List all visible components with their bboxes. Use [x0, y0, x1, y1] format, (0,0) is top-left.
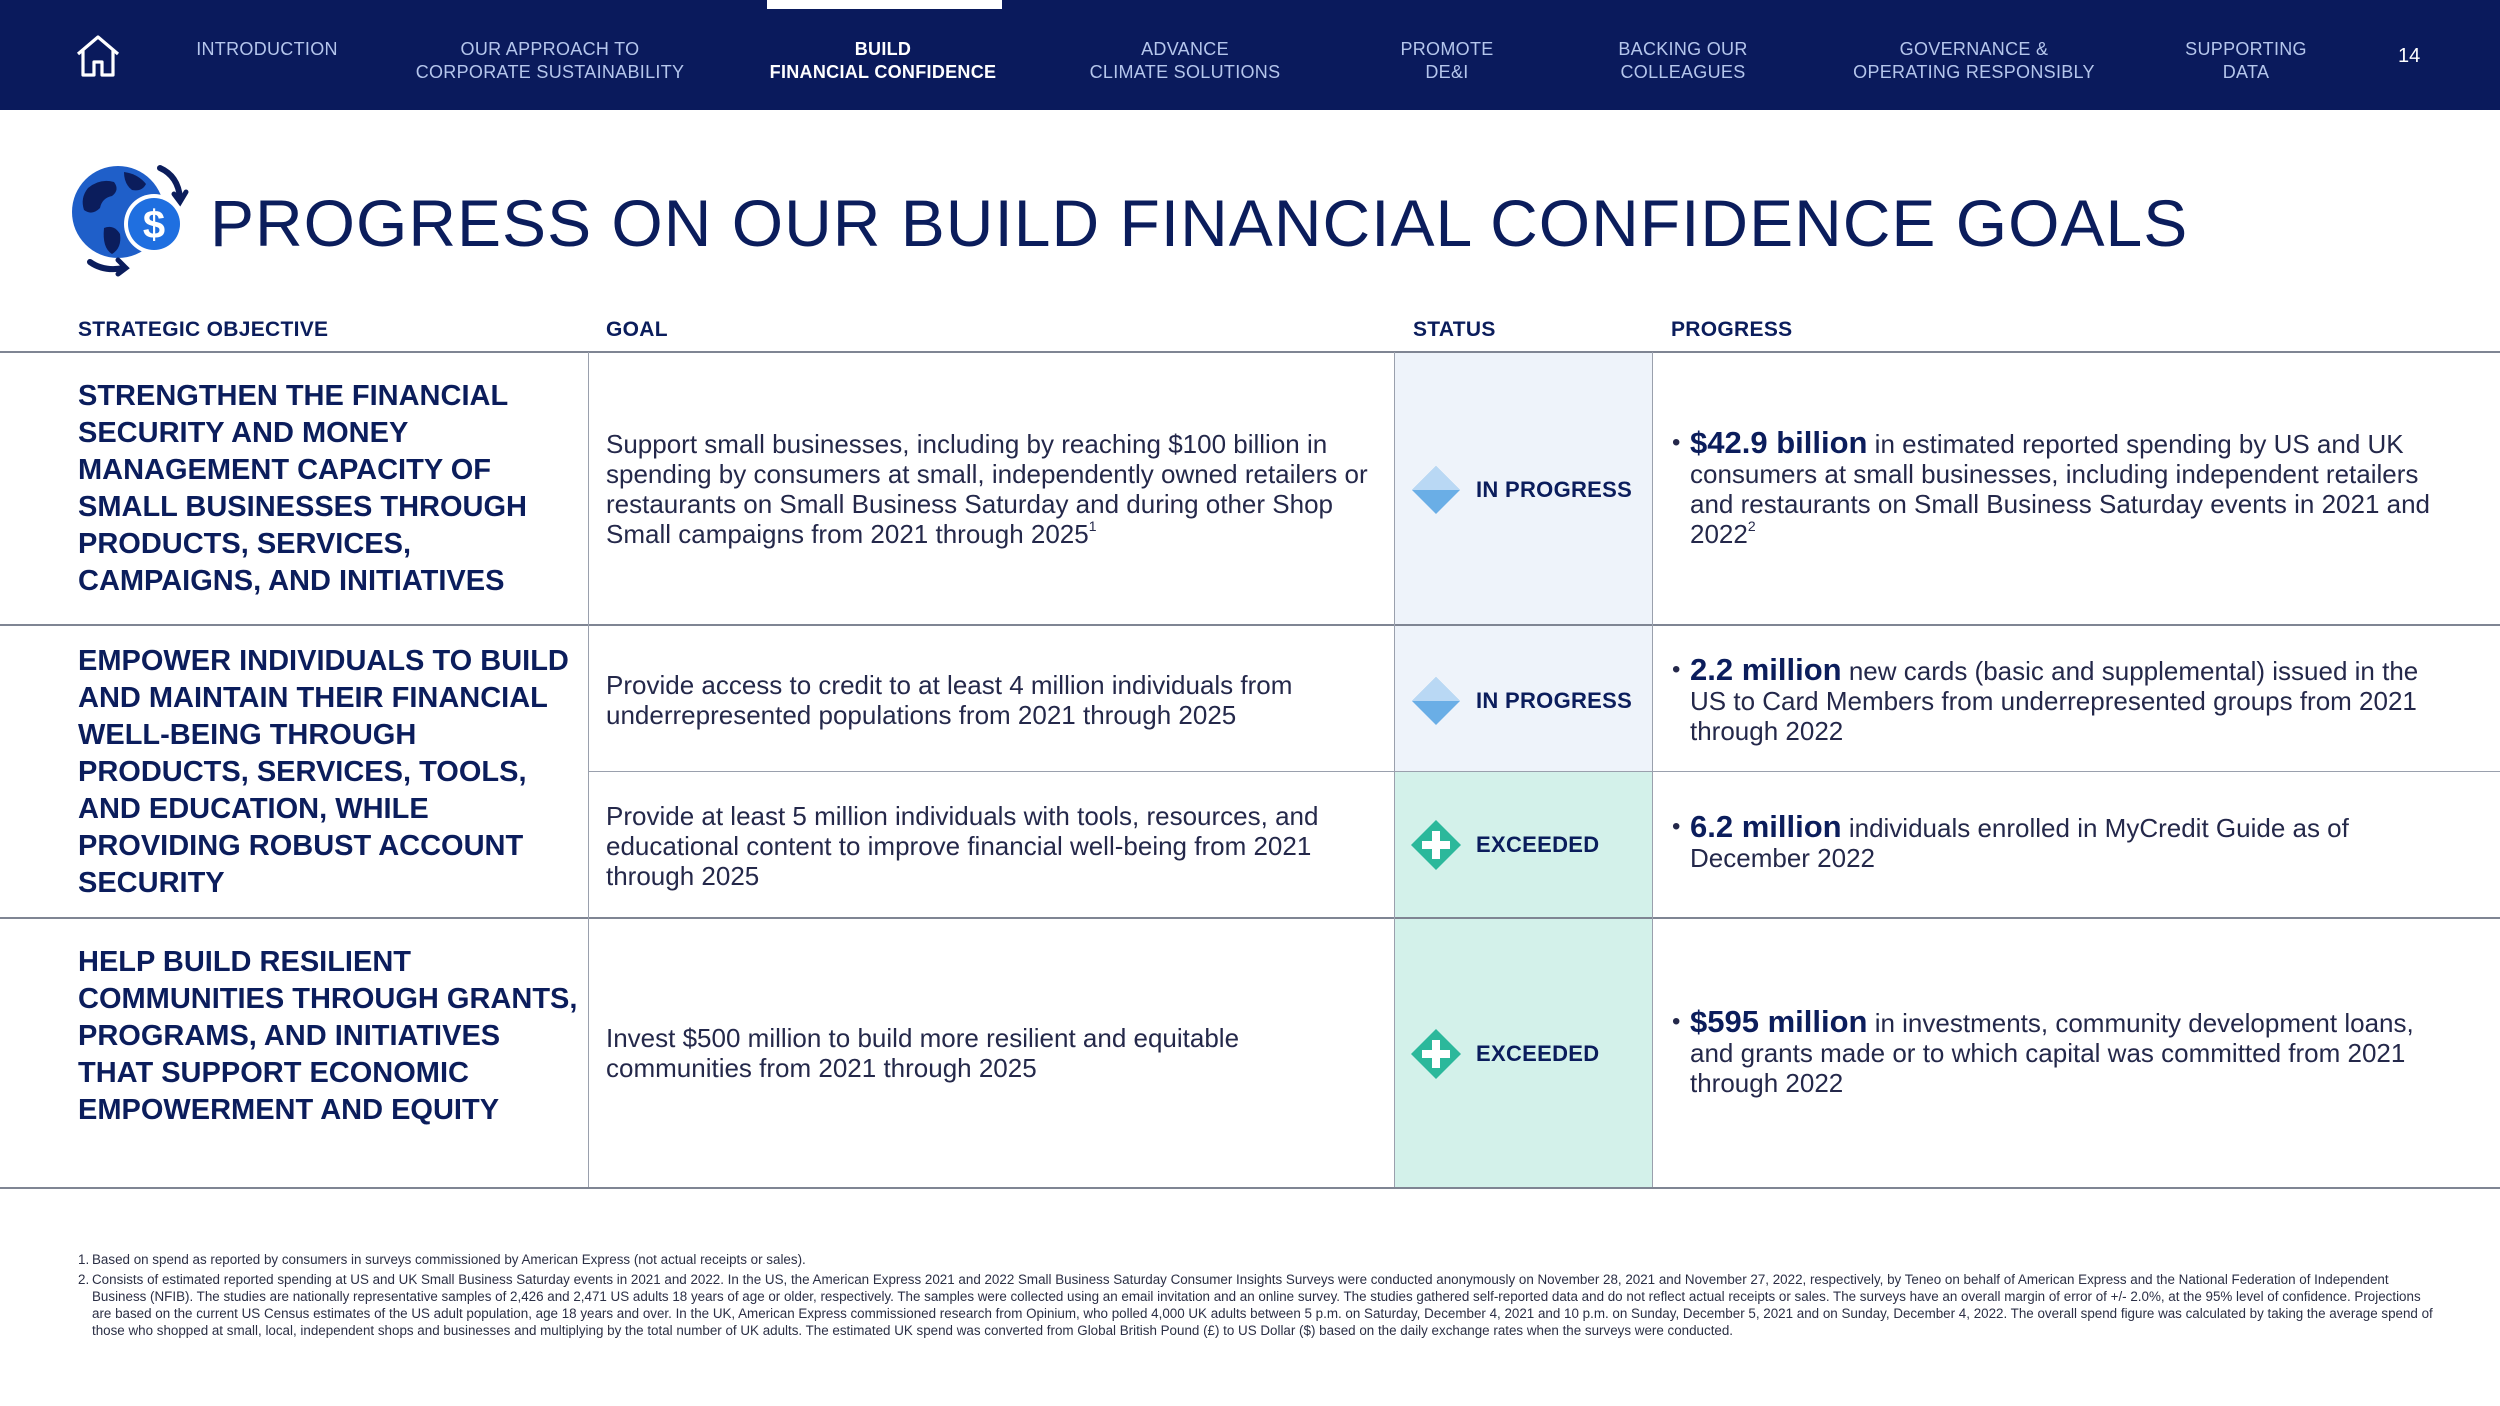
nav-tab-governance[interactable]: GOVERNANCE & OPERATING RESPONSIBLY	[1853, 39, 2095, 82]
progress-text: • $595 million in investments, community development loans, and grants made or to which capital was committed from 2021 through 2022	[1672, 1004, 2414, 1098]
column-divider	[1394, 352, 1395, 1187]
in-progress-diamond-icon	[1410, 464, 1462, 516]
objective-individuals: EMPOWER INDIVIDUALS TO BUILD AND MAINTAIN THEIR FINANCIAL WELL-BEING THROUGH PRODUCTS, SERVICES, TOOLS, AND EDUCATION, WHILE PROVIDING ROBUST ACCOUNT SECURITY	[78, 645, 569, 899]
nav-tab-climate[interactable]: ADVANCE CLIMATE SOLUTIONS	[1089, 39, 1281, 82]
nav-tab-introduction[interactable]: INTRODUCTION	[196, 39, 338, 59]
status-indicator: IN PROGRESS	[1410, 462, 1650, 518]
nav-tab-supporting-data[interactable]: SUPPORTING DATA	[2185, 39, 2307, 82]
nav-tab-build-financial-confidence[interactable]: BUILD FINANCIAL CONFIDENCE	[769, 39, 997, 82]
column-header-progress: PROGRESS	[1671, 318, 1793, 341]
progress-text: • 6.2 million individuals enrolled in MyCredit Guide as of December 2022	[1672, 809, 2349, 873]
objective-small-businesses: STRENGTHEN THE FINANCIAL SECURITY AND MONEY MANAGEMENT CAPACITY OF SMALL BUSINESSES THROUGH PRODUCTS, SERVICES, CAMPAIGNS, AND INITIATIVES	[78, 380, 528, 597]
objective-communities: HELP BUILD RESILIENT COMMUNITIES THROUGH GRANTS, PROGRAMS, AND INITIATIVES THAT SUPPORT ECONOMIC EMPOWERMENT AND EQUITY	[78, 946, 578, 1126]
column-divider	[1652, 352, 1653, 1187]
active-tab-indicator	[767, 0, 1002, 9]
globe-dollar-icon	[60, 150, 200, 280]
table-header-divider	[0, 351, 2500, 353]
footnote: 1. Based on spend as reported by consumers in surveys commissioned by American Express (not actual receipts or sales).	[78, 1252, 806, 1267]
exceeded-plus-icon	[1410, 1028, 1462, 1080]
nav-tab-approach[interactable]: OUR APPROACH TO CORPORATE SUSTAINABILITY	[415, 39, 685, 82]
row-divider	[588, 771, 2500, 772]
in-progress-diamond-icon	[1410, 675, 1462, 727]
exceeded-plus-icon	[1410, 819, 1462, 871]
column-header-status: STATUS	[1413, 318, 1496, 341]
nav-tab-colleagues[interactable]: BACKING OUR COLLEAGUES	[1618, 39, 1748, 82]
progress-text: • $42.9 billion in estimated reported spending by US and UK consumers at small businesses, including independent retailers and restaurants on Small Business Saturday events in 2021 and 2022$^2$	[1672, 425, 2431, 549]
goal-text: Provide at least 5 million individuals with tools, resources, and educational content to improve financial well-being from 2021 through 2025	[606, 801, 1319, 891]
footnote: 2. Consists of estimated reported spending at US and UK Small Business Saturday events in 2021 and 2022. In the US, the American Express 2021 and 2022 Small Business Saturday Consumer Insights Surveys were conducted anonymously on November 28, 2021 and November 27, 2022, respectively, by Teneo on behalf of American Express and the National Federation of Independent Business (NFIB). The studies are nationally representative samples of 2,426 and 2,471 US adults 18 years of age or older, respectively. The samples were collected using an email invitation and an online survey. The studies gathered self-reported data and do not reflect actual receipts or sales. The surveys have an overall margin of error of +/- 2.0%, at the 95% level of confidence. Projections are based on the current US Census estimates of the US adult population, age 18 years and over. In the UK, American Express commissioned research from Opinium, who polled 4,000 UK adults between 5 p.m. on Saturday, December 4, 2021 and 10 p.m. on Sunday, December 5, 2021 and on Sunday, December 4, 2022. The overall spend figure was calculated by taking the average spend of those who shopped at small, local, independent shops and businesses and multiplying by the total number of UK adults. The estimated UK spend was converted from Global British Pound (£) to US Dollar ($) based on the daily exchange rates when the surveys were conducted.	[78, 1272, 2433, 1338]
column-divider	[588, 352, 589, 1187]
goal-text: Provide access to credit to at least 4 million individuals from underrepresented populations from 2021 through 2025	[606, 670, 1293, 730]
svg-text:$: $	[142, 203, 166, 247]
status-indicator: EXCEEDED	[1410, 1026, 1650, 1082]
column-header-objective: STRATEGIC OBJECTIVE	[78, 318, 329, 341]
table-bottom-border	[0, 1187, 2500, 1189]
nav-tab-dei[interactable]: PROMOTE DE&I	[1400, 39, 1494, 82]
page-title: PROGRESS ON OUR BUILD FINANCIAL CONFIDENCE GOALS	[210, 186, 2189, 260]
home-icon[interactable]	[74, 34, 122, 78]
goal-text: Support small businesses, including by reaching $100 billion in spending by consumers at small, independently owned retailers or restaurants on Small Business Saturday and during other Shop Small campaigns from 2021 through 2025$^1$	[606, 429, 1368, 549]
status-indicator: IN PROGRESS	[1410, 673, 1650, 729]
row-divider	[0, 917, 2500, 919]
column-header-goal: GOAL	[606, 318, 668, 341]
top-navigation	[0, 0, 2500, 110]
progress-text: • 2.2 million new cards (basic and supplemental) issued in the US to Card Members from underrepresented groups from 2021 through 2022	[1672, 652, 2419, 746]
status-indicator: EXCEEDED	[1410, 817, 1650, 873]
row-divider	[0, 624, 2500, 626]
goal-text: Invest $500 million to build more resilient and equitable communities from 2021 through 2025	[606, 1023, 1240, 1083]
page-number: 14	[2398, 45, 2421, 67]
footnotes	[78, 1251, 2438, 1342]
